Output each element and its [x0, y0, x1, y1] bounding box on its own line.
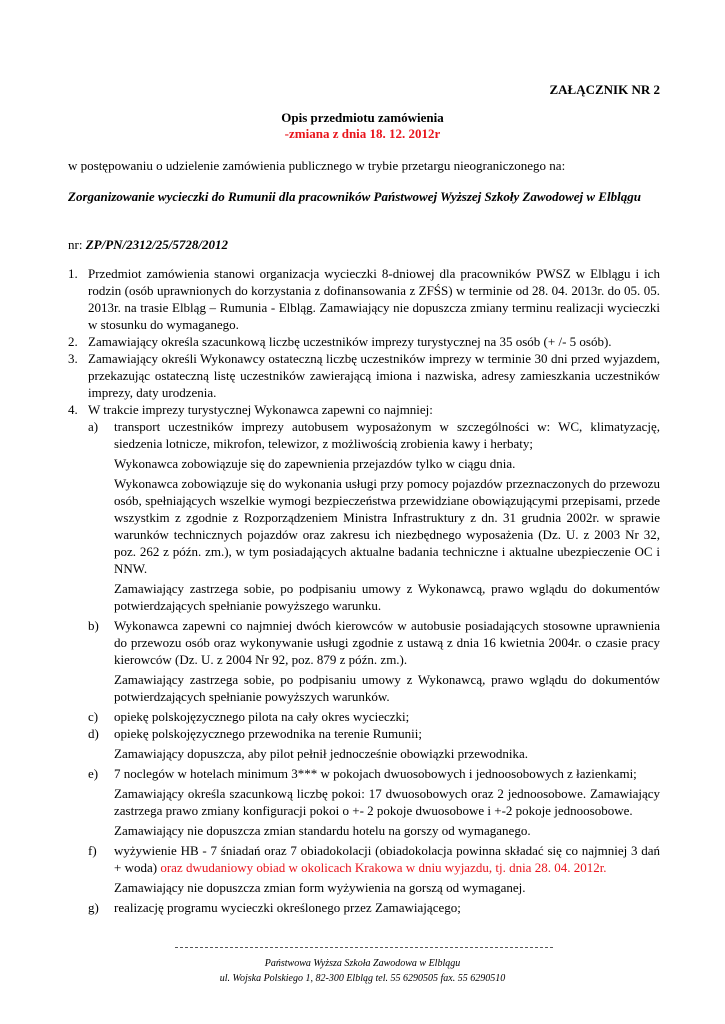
footer-address: ul. Wojska Polskiego 1, 82-300 Elbląg tel. 55 6290505 fax. 55 6290510	[219, 973, 506, 984]
annex-label: ZAŁĄCZNIK NR 2	[549, 82, 660, 97]
subject-title: Zorganizowanie wycieczki do Rumunii dla pracowników Państwowej Wyższej Szkoły Zawodowej w Elblągu	[68, 189, 641, 204]
sub-a-paragraph-1: Wykonawca zobowiązuje się do zapewnienia przejazdów tylko w ciągu dnia.	[114, 456, 516, 471]
sub-f-main: wyżywienie HB - 7 śniadań oraz 7 obiadokolacji (obiadokolacja powinna składać się co najmniej 3 dań + woda)	[114, 843, 660, 875]
sub-d-paragraph-1: Zamawiający dopuszcza, aby pilot pełnił jednocześnie obowiązki przewodnika.	[114, 746, 529, 761]
item-4-text: W trakcie imprezy turystycznej Wykonawca zapewni co najmniej:	[88, 402, 433, 417]
reference-label: nr:	[68, 237, 83, 252]
item-3-text: Zamawiający określi Wykonawcy ostateczną liczbę uczestników imprezy w terminie 30 dni przed wyjazdem, przekazując ostateczną listę uczestników zawierającą imiona i nazwiska, adresy zamieszkania uczestników imprezy, daty urodzenia.	[88, 351, 660, 400]
sub-a-paragraph-3: Zamawiający zastrzega sobie, po podpisaniu umowy z Wykonawcą, prawo wglądu do dokumentów potwierdzających spełnianie powyższego warunku.	[114, 581, 660, 613]
sub-item-c: c) opiekę polskojęzycznego pilota na cały okres wycieczki;	[88, 708, 660, 725]
sub-a-paragraph-2: Wykonawca zobowiązuje się do wykonania usługi przy pomocy pojazdów przeznaczonych do przewozu osób, spełniających wszelkie wymogi bezpieczeństwa przewidziane obowiązującymi przepisami, przede wszystkim z zgodnie z Rozporządzeniem Ministra Infrastruktury z dn. 31 grudnia 2002r. w sprawie warunków technicznych pojazdów oraz zakresu ich niezbędnego wyposażenia (Dz. U. z 2003 Nr 32, poz. 262 z późn. zm.), w tym posiadających aktualne badania techniczne i aktualne ubezpieczenie OC i NNW.	[114, 476, 660, 576]
sub-f-paragraph-1: Zamawiający nie dopuszcza zmian form wyżywienia na gorszą od wymaganej.	[114, 880, 526, 895]
sub-item-a-text: transport uczestników imprezy autobusem wyposażonym w szczególności w: WC, klimatyzację, siedzenia lotnicze, mikrofon, telewizor, z możliwością zrobienia kawy i herbaty;	[114, 419, 660, 451]
sub-item-d: d) opiekę polskojęzycznego przewodnika na terenie Rumunii;	[88, 725, 660, 742]
list-item: 2. Zamawiający określa szacunkową liczbę uczestników imprezy turystycznej na 35 osób (+ /- 5 osób).	[68, 333, 660, 350]
footer-divider	[175, 947, 553, 948]
sub-f-change: oraz dwudaniowy obiad w okolicach Krakowa w dniu wyjazdu, tj. dnia 28. 04. 2012r.	[160, 860, 607, 875]
sub-item-e-text: 7 noclegów w hotelach minimum 3*** w pokojach dwuosobowych i jednoosobowych z łazienkami;	[114, 766, 637, 781]
reference-number	[68, 237, 228, 253]
intro-text: w postępowaniu o udzielenie zamówienia publicznego w trybie przetargu nieograniczonego na:	[68, 158, 566, 173]
sub-item-c-text: opiekę polskojęzycznego pilota na cały okres wycieczki;	[114, 709, 410, 724]
list-item: 3. Zamawiający określi Wykonawcy ostateczną liczbę uczestników imprezy w terminie 30 dni przed wyjazdem, przekazując ostateczną listę uczestników zawierającą imiona i nazwiska, adresy zamieszkania uczestników imprezy, daty urodzenia.	[68, 351, 660, 400]
sub-item-g: g) realizację programu wycieczki określonego przez Zamawiającego;	[88, 899, 660, 916]
sub-item-f: f) wyżywienie HB - 7 śniadań oraz 7 obiadokolacji (obiadokolacja powinna składać się co najmniej 3 dań + woda) oraz dwudaniowy obiad w okolicach Krakowa w dniu wyjazdu, tj. dnia 28. 04. 2012r.	[88, 843, 660, 875]
change-date: -zmiana z dnia 18. 12. 2012r	[284, 126, 441, 141]
sub-e-paragraph-2: Zamawiający nie dopuszcza zmian standardu hotelu na gorszy od wymaganego.	[114, 823, 531, 838]
list-item: 1. Przedmiot zamówienia stanowi organizacja wycieczki 8-dniowej dla pracowników PWSZ w Elblągu i ich rodzin (osób uprawnionych do korzystania z dofinansowania z ZFŚS) w terminie od 28. 04. 2013r. do 05. 05. 2013r. na trasie Elbląg – Rumunia - Elbląg. Zamawiający nie dopuszcza zmiany terminu realizacji wycieczki w stosunku do wymaganego.	[68, 266, 660, 332]
item-2-text: Zamawiający określa szacunkową liczbę uczestników imprezy turystycznej na 35 osób (+ /- 5 osób).	[88, 334, 612, 349]
sub-item-g-text: realizację programu wycieczki określonego przez Zamawiającego;	[114, 900, 461, 915]
sub-item-d-text: opiekę polskojęzycznego przewodnika na terenie Rumunii;	[114, 726, 422, 741]
numbered-list	[68, 265, 660, 916]
document-title	[0, 110, 725, 142]
sub-b-paragraph-1: Zamawiający zastrzega sobie, po podpisaniu umowy z Wykonawcą, prawo wglądu do dokumentów potwierdzających spełnianie powyższych warunków.	[114, 672, 660, 704]
item-1-text: Przedmiot zamówienia stanowi organizacja wycieczki 8-dniowej dla pracowników PWSZ w Elblągu i ich rodzin (osób uprawnionych do korzystania z dofinansowania z ZFŚS) w terminie od 28. 04. 2013r. do 05. 05. 2013r. na trasie Elbląg – Rumunia - Elbląg. Zamawiający nie dopuszcza zmiany terminu realizacji wycieczki w stosunku do wymaganego.	[88, 266, 660, 332]
sub-item-f-text	[114, 842, 660, 876]
sub-item-a: a) transport uczestników imprezy autobusem wyposażonym w szczególności w: WC, klimatyzację, siedzenia lotnicze, mikrofon, telewizor, z możliwością zrobienia kawy i herbaty;	[88, 419, 660, 451]
title-text: Opis przedmiotu zamówienia	[281, 110, 444, 125]
reference-value: ZP/PN/2312/25/5728/2012	[85, 237, 228, 252]
footer-institution: Państwowa Wyższa Szkoła Zawodowa w Elblągu	[264, 958, 461, 969]
sub-item-b-text: Wykonawca zapewni co najmniej dwóch kierowców w autobusie posiadających stosowne uprawnienia do przewozu osób oraz wykonywanie usługi zgodnie z ustawą z dnia 16 kwietnia 2004r. o czasie pracy kierowców (Dz. U. z 2004 Nr 92, poz. 879 z późn. zm.).	[114, 618, 660, 667]
list-item: 4. W trakcie imprezy turystycznej Wykonawca zapewni co najmniej:	[68, 401, 660, 418]
sub-item-b: b) Wykonawca zapewni co najmniej dwóch kierowców w autobusie posiadających stosowne uprawnienia do przewozu osób oraz wykonywanie usługi zgodnie z ustawą z dnia 16 kwietnia 2004r. o czasie pracy kierowców (Dz. U. z 2004 Nr 92, poz. 879 z późn. zm.).	[88, 618, 660, 667]
footer	[0, 956, 725, 986]
sub-item-e: e) 7 noclegów w hotelach minimum 3*** w pokojach dwuosobowych i jednoosobowych z łazienkami;	[88, 765, 660, 782]
sub-e-paragraph-1: Zamawiający określa szacunkową liczbę pokoi: 17 dwuosobowych oraz 2 jednoosobowe. Zamawiający zastrzega prawo zmiany konfiguracji pokoi o +- 2 pokoje dwuosobowe i +-2 pokoje jednoosobowe.	[114, 786, 660, 818]
